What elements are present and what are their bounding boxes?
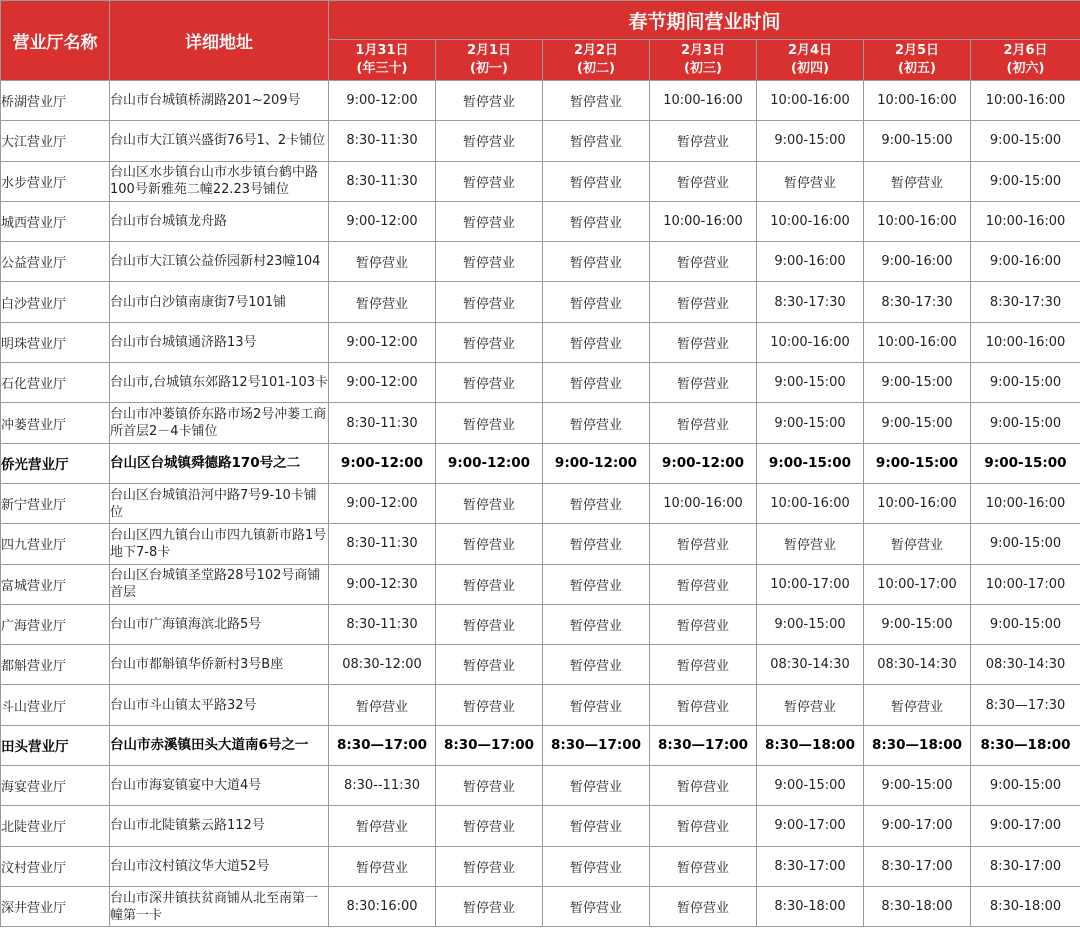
hours-cell: 9:00-16:00: [971, 242, 1080, 282]
hours-cell: 暂停营业: [757, 161, 864, 201]
address-cell: 台山市,台城镇东郊路12号101-103卡: [110, 363, 329, 403]
store-name-header: 营业厅名称: [1, 1, 110, 81]
hours-cell: 8:30—18:00: [864, 725, 971, 765]
hours-cell: 9:00-15:00: [864, 121, 971, 161]
table-header: [1, 1, 1080, 81]
table-row: [1, 363, 1080, 403]
hours-cell: 暂停营业: [650, 282, 757, 322]
hours-cell: 9:00-12:00: [329, 201, 436, 241]
date-label: 2月2日: [573, 43, 619, 58]
store-name-cell: 深井营业厅: [1, 886, 110, 926]
hours-cell: 9:00-12:00: [543, 443, 650, 483]
store-name-cell: 四九营业厅: [1, 524, 110, 564]
hours-cell: 9:00-15:00: [971, 766, 1080, 806]
address-cell: 台山市白沙镇南康街7号101铺: [110, 282, 329, 322]
hours-cell: 暂停营业: [650, 806, 757, 846]
hours-cell: 暂停营业: [436, 524, 543, 564]
hours-cell: 暂停营业: [757, 685, 864, 725]
table-row: [1, 806, 1080, 846]
hours-cell: 9:00-15:00: [864, 403, 971, 443]
hours-cell: 9:00-15:00: [864, 363, 971, 403]
hours-cell: 10:00-16:00: [864, 322, 971, 362]
address-cell: 台山市广海镇海滨北路5号: [110, 604, 329, 644]
hours-cell: 9:00-17:00: [971, 806, 1080, 846]
hours-cell: 暂停营业: [329, 806, 436, 846]
address-cell: 台山区四九镇台山市四九镇新市路1号地下7-8卡: [110, 524, 329, 564]
date-label: 2月4日: [787, 43, 833, 58]
hours-cell: 暂停营业: [436, 766, 543, 806]
hours-cell: 8:30—17:00: [436, 725, 543, 765]
hours-cell: 8:30—18:00: [971, 725, 1080, 765]
hours-cell: 暂停营业: [436, 846, 543, 886]
hours-cell: 暂停营业: [543, 886, 650, 926]
hours-cell: 8:30--11:30: [329, 766, 436, 806]
store-name-cell: 冲蒌营业厅: [1, 403, 110, 443]
hours-cell: 暂停营业: [436, 645, 543, 685]
hours-cell: 08:30-14:30: [757, 645, 864, 685]
hours-cell: 9:00-17:00: [864, 806, 971, 846]
date-header: [329, 40, 436, 81]
table-row: [1, 121, 1080, 161]
hours-cell: 10:00-16:00: [650, 201, 757, 241]
hours-cell: 暂停营业: [436, 121, 543, 161]
hours-cell: 8:30—17:00: [329, 725, 436, 765]
hours-cell: 暂停营业: [650, 242, 757, 282]
address-cell: 台山区台城镇舜德路170号之二: [110, 443, 329, 483]
hours-cell: 8:30-17:00: [971, 846, 1080, 886]
hours-cell: 暂停营业: [650, 604, 757, 644]
hours-cell: 10:00-16:00: [971, 483, 1080, 523]
hours-cell: 9:00-15:00: [757, 443, 864, 483]
hours-cell: 暂停营业: [650, 685, 757, 725]
hours-cell: 暂停营业: [436, 604, 543, 644]
hours-cell: 暂停营业: [650, 766, 757, 806]
table-row: [1, 524, 1080, 564]
address-cell: 台山市台城镇通济路13号: [110, 322, 329, 362]
store-name-cell: 桥湖营业厅: [1, 81, 110, 121]
address-cell: 台山市海宴镇宴中大道4号: [110, 766, 329, 806]
store-name-cell: 侨光营业厅: [1, 443, 110, 483]
date-header: [436, 40, 543, 81]
hours-cell: 8:30-11:30: [329, 604, 436, 644]
table-row: [1, 81, 1080, 121]
hours-cell: 10:00-16:00: [864, 201, 971, 241]
hours-cell: 8:30-11:30: [329, 161, 436, 201]
table-row: [1, 604, 1080, 644]
hours-cell: 暂停营业: [650, 322, 757, 362]
store-name-cell: 石化营业厅: [1, 363, 110, 403]
hours-cell: 暂停营业: [650, 363, 757, 403]
hours-cell: 9:00-12:00: [650, 443, 757, 483]
address-cell: 台山市大江镇公益侨园新村23幢104: [110, 242, 329, 282]
lunar-date-label: (初二): [577, 61, 615, 76]
store-name-cell: 斗山营业厅: [1, 685, 110, 725]
hours-cell: 9:00-12:00: [329, 363, 436, 403]
table-row: [1, 645, 1080, 685]
hours-cell: 08:30-14:30: [971, 645, 1080, 685]
hours-cell: 9:00-12:00: [329, 81, 436, 121]
hours-cell: 8:30-17:30: [757, 282, 864, 322]
table-row: [1, 282, 1080, 322]
lunar-date-label: (初六): [1006, 61, 1045, 76]
hours-cell: 10:00-16:00: [971, 201, 1080, 241]
holiday-hours-title: 春节期间营业时间: [329, 1, 1080, 40]
hours-cell: 8:30-17:00: [757, 846, 864, 886]
hours-cell: 暂停营业: [543, 242, 650, 282]
hours-cell: 9:00-15:00: [971, 443, 1080, 483]
hours-cell: 10:00-16:00: [864, 483, 971, 523]
hours-cell: 暂停营业: [864, 524, 971, 564]
hours-cell: 暂停营业: [650, 403, 757, 443]
store-name-cell: 汶村营业厅: [1, 846, 110, 886]
hours-cell: 9:00-15:00: [757, 766, 864, 806]
table-row: [1, 886, 1080, 926]
hours-cell: 暂停营业: [436, 322, 543, 362]
hours-cell: 9:00-16:00: [864, 242, 971, 282]
hours-cell: 10:00-16:00: [757, 483, 864, 523]
hours-cell: 暂停营业: [543, 322, 650, 362]
hours-cell: 暂停营业: [543, 403, 650, 443]
hours-cell: 10:00-17:00: [864, 564, 971, 604]
address-cell: 台山市台城镇桥湖路201~209号: [110, 81, 329, 121]
hours-cell: 暂停营业: [864, 161, 971, 201]
store-name-cell: 水步营业厅: [1, 161, 110, 201]
hours-cell: 8:30—18:00: [757, 725, 864, 765]
hours-cell: 9:00-15:00: [864, 443, 971, 483]
hours-cell: 9:00-15:00: [757, 121, 864, 161]
hours-cell: 9:00-15:00: [757, 363, 864, 403]
hours-cell: 暂停营业: [543, 121, 650, 161]
hours-cell: 9:00-15:00: [971, 604, 1080, 644]
lunar-date-label: (初四): [791, 61, 829, 76]
address-cell: 台山市深井镇扶贫商铺从北至南第一幢第一卡: [110, 886, 329, 926]
store-name-cell: 富城营业厅: [1, 564, 110, 604]
address-cell: 台山市北陡镇紫云路112号: [110, 806, 329, 846]
hours-cell: 暂停营业: [543, 81, 650, 121]
hours-cell: 10:00-16:00: [757, 201, 864, 241]
hours-cell: 9:00-16:00: [757, 242, 864, 282]
hours-cell: 10:00-16:00: [757, 81, 864, 121]
hours-cell: 暂停营业: [650, 121, 757, 161]
hours-cell: 8:30-18:00: [757, 886, 864, 926]
hours-cell: 暂停营业: [436, 483, 543, 523]
hours-cell: 8:30-17:30: [971, 282, 1080, 322]
hours-cell: 10:00-17:00: [757, 564, 864, 604]
store-name-cell: 海宴营业厅: [1, 766, 110, 806]
table-row: [1, 161, 1080, 201]
hours-cell: 暂停营业: [436, 685, 543, 725]
store-name-cell: 都斛营业厅: [1, 645, 110, 685]
hours-cell: 10:00-16:00: [864, 81, 971, 121]
hours-cell: 暂停营业: [436, 886, 543, 926]
hours-cell: 暂停营业: [436, 806, 543, 846]
address-cell: 台山市都斛镇华侨新村3号B座: [110, 645, 329, 685]
date-header: [543, 40, 650, 81]
date-header: [971, 40, 1080, 81]
hours-cell: 8:30-11:30: [329, 121, 436, 161]
hours-cell: 暂停营业: [650, 886, 757, 926]
address-cell: 台山区台城镇沿河中路7号9-10卡铺位: [110, 483, 329, 523]
hours-cell: 暂停营业: [650, 846, 757, 886]
address-cell: 台山区台城镇圣堂路28号102号商铺首层: [110, 564, 329, 604]
hours-cell: 9:00-12:00: [329, 443, 436, 483]
hours-cell: 8:30-17:30: [864, 282, 971, 322]
hours-cell: 暂停营业: [543, 766, 650, 806]
store-name-cell: 新宁营业厅: [1, 483, 110, 523]
store-name-cell: 田头营业厅: [1, 725, 110, 765]
hours-cell: 暂停营业: [436, 161, 543, 201]
hours-cell: 10:00-16:00: [650, 483, 757, 523]
date-label: 2月6日: [1003, 43, 1048, 58]
table-row: [1, 766, 1080, 806]
hours-cell: 8:30-11:30: [329, 524, 436, 564]
hours-cell: 8:30—17:30: [971, 685, 1080, 725]
hours-cell: 9:00-15:00: [971, 161, 1080, 201]
date-label: 2月1日: [466, 43, 512, 58]
hours-cell: 10:00-16:00: [757, 322, 864, 362]
hours-cell: 暂停营业: [543, 201, 650, 241]
hours-cell: 暂停营业: [436, 282, 543, 322]
address-cell: 台山市冲蒌镇侨东路市场2号冲蒌工商所首层2－4卡铺位: [110, 403, 329, 443]
hours-cell: 暂停营业: [329, 282, 436, 322]
store-name-cell: 明珠营业厅: [1, 322, 110, 362]
hours-cell: 9:00-12:00: [329, 483, 436, 523]
hours-cell: 9:00-15:00: [971, 363, 1080, 403]
date-header: [864, 40, 971, 81]
hours-cell: 暂停营业: [543, 564, 650, 604]
hours-cell: 9:00-15:00: [757, 604, 864, 644]
hours-cell: 9:00-12:00: [436, 443, 543, 483]
store-name-cell: 白沙营业厅: [1, 282, 110, 322]
lunar-date-label: (初三): [684, 61, 722, 76]
table-row: [1, 564, 1080, 604]
hours-cell: 9:00-15:00: [971, 403, 1080, 443]
hours-cell: 8:30-18:00: [864, 886, 971, 926]
hours-cell: 暂停营业: [436, 363, 543, 403]
lunar-date-label: (年三十): [356, 61, 408, 76]
table-row: [1, 846, 1080, 886]
address-cell: 台山市赤溪镇田头大道南6号之一: [110, 725, 329, 765]
address-cell: 台山市斗山镇太平路32号: [110, 685, 329, 725]
table-row: [1, 201, 1080, 241]
hours-cell: 8:30:16:00: [329, 886, 436, 926]
hours-cell: 暂停营业: [543, 483, 650, 523]
hours-cell: 9:00-15:00: [971, 121, 1080, 161]
hours-cell: 9:00-15:00: [971, 524, 1080, 564]
hours-cell: 9:00-12:30: [329, 564, 436, 604]
hours-cell: 08:30-14:30: [864, 645, 971, 685]
hours-cell: 暂停营业: [436, 242, 543, 282]
address-header: 详细地址: [110, 1, 329, 81]
hours-cell: 暂停营业: [543, 161, 650, 201]
address-cell: 台山市汶村镇汶华大道52号: [110, 846, 329, 886]
hours-cell: 暂停营业: [543, 604, 650, 644]
hours-cell: 暂停营业: [650, 645, 757, 685]
lunar-date-label: (初一): [470, 61, 508, 76]
table-body: [1, 81, 1080, 927]
table-row: [1, 403, 1080, 443]
hours-cell: 暂停营业: [864, 685, 971, 725]
table-row: [1, 685, 1080, 725]
hours-cell: 10:00-16:00: [971, 81, 1080, 121]
hours-cell: 9:00-12:00: [329, 322, 436, 362]
hours-cell: 暂停营业: [543, 524, 650, 564]
date-header: [757, 40, 864, 81]
table-row: [1, 322, 1080, 362]
hours-cell: 暂停营业: [329, 685, 436, 725]
table-row: [1, 483, 1080, 523]
hours-cell: 暂停营业: [543, 282, 650, 322]
hours-cell: 8:30-18:00: [971, 886, 1080, 926]
hours-cell: 暂停营业: [436, 564, 543, 604]
hours-cell: 8:30—17:00: [650, 725, 757, 765]
lunar-date-label: (初五): [898, 61, 936, 76]
store-name-cell: 大江营业厅: [1, 121, 110, 161]
hours-cell: 暂停营业: [436, 403, 543, 443]
store-name-cell: 公益营业厅: [1, 242, 110, 282]
hours-cell: 暂停营业: [543, 806, 650, 846]
table-row: [1, 443, 1080, 483]
date-header: [650, 40, 757, 81]
hours-cell: 暂停营业: [543, 846, 650, 886]
hours-cell: 暂停营业: [543, 363, 650, 403]
hours-cell: 暂停营业: [329, 846, 436, 886]
hours-cell: 08:30-12:00: [329, 645, 436, 685]
hours-cell: 9:00-15:00: [864, 766, 971, 806]
hours-cell: 暂停营业: [757, 524, 864, 564]
store-name-cell: 广海营业厅: [1, 604, 110, 644]
table-row: [1, 242, 1080, 282]
hours-cell: 暂停营业: [543, 645, 650, 685]
hours-cell: 8:30—17:00: [543, 725, 650, 765]
date-label: 1月31日: [355, 43, 409, 58]
hours-cell: 10:00-17:00: [971, 564, 1080, 604]
hours-cell: 10:00-16:00: [650, 81, 757, 121]
hours-cell: 9:00-15:00: [757, 403, 864, 443]
hours-cell: 暂停营业: [650, 524, 757, 564]
hours-cell: 8:30-11:30: [329, 403, 436, 443]
address-cell: 台山市台城镇龙舟路: [110, 201, 329, 241]
hours-cell: 10:00-16:00: [971, 322, 1080, 362]
address-cell: 台山区水步镇台山市水步镇台鹤中路100号新雅苑二幢22.23号铺位: [110, 161, 329, 201]
hours-cell: 暂停营业: [543, 685, 650, 725]
hours-cell: 暂停营业: [650, 161, 757, 201]
store-name-cell: 城西营业厅: [1, 201, 110, 241]
hours-cell: 暂停营业: [436, 81, 543, 121]
table-row: [1, 725, 1080, 765]
date-label: 2月5日: [894, 43, 940, 58]
hours-cell: 暂停营业: [329, 242, 436, 282]
hours-cell: 8:30-17:00: [864, 846, 971, 886]
hours-cell: 9:00-15:00: [864, 604, 971, 644]
hours-cell: 暂停营业: [650, 564, 757, 604]
store-name-cell: 北陡营业厅: [1, 806, 110, 846]
hours-cell: 9:00-17:00: [757, 806, 864, 846]
date-label: 2月3日: [680, 43, 726, 58]
address-cell: 台山市大江镇兴盛街76号1、2卡铺位: [110, 121, 329, 161]
hours-cell: 暂停营业: [436, 201, 543, 241]
